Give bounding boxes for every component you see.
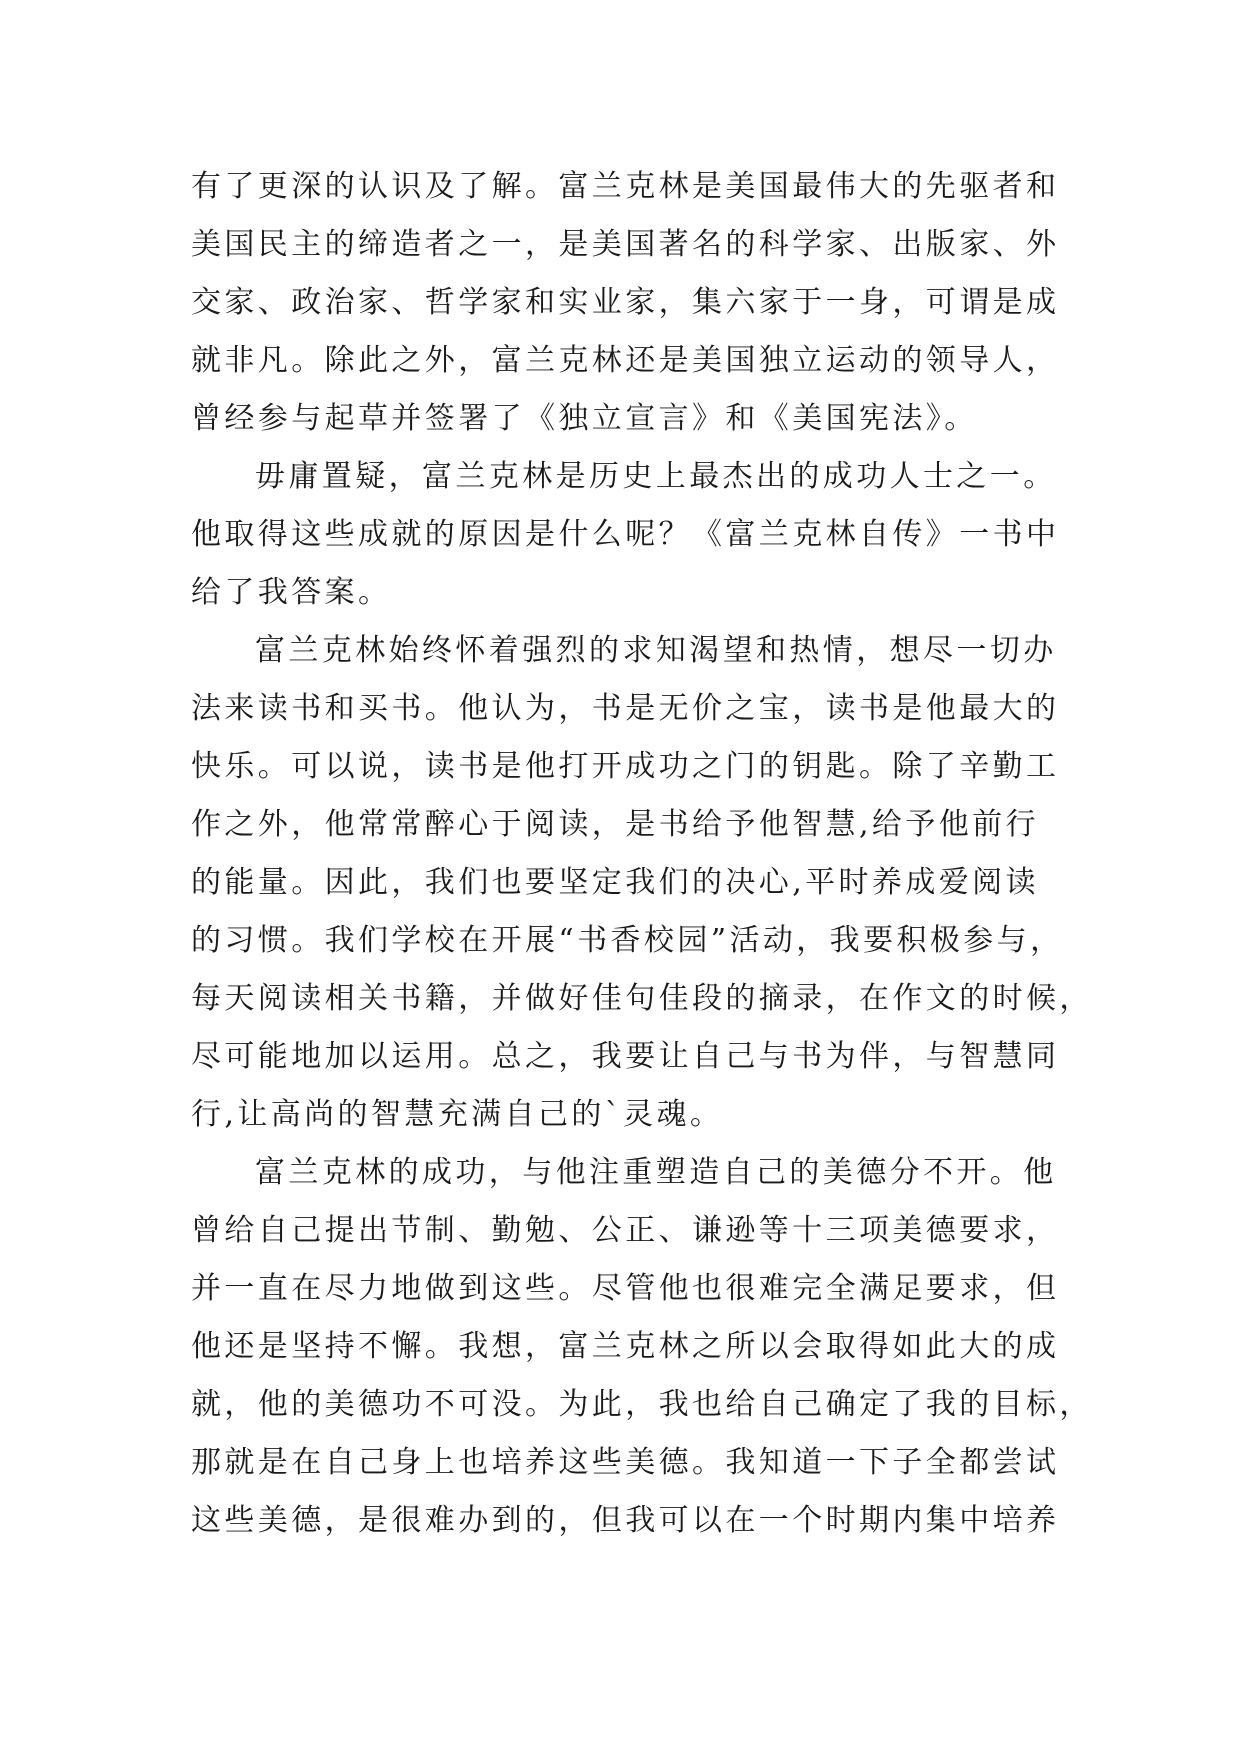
text-line: 他还是坚持不懈。我想，富兰克林之所以会取得如此大的成 bbox=[191, 1329, 1060, 1364]
text-line: 每天阅读相关书籍，并做好佳句佳段的摘录，在作文的时候， bbox=[191, 981, 1093, 1016]
text-line: 的习惯。我们学校在开展“书香校园”活动，我要积极参与， bbox=[191, 923, 1064, 958]
text-line: 快乐。可以说，读书是他打开成功之门的钥匙。除了辛勤工 bbox=[191, 749, 1060, 784]
text-line: 有了更深的认识及了解。富兰克林是美国最伟大的先驱者和 bbox=[191, 169, 1060, 204]
text-line: 并一直在尽力地做到这些。尽管他也很难完全满足要求，但 bbox=[191, 1271, 1060, 1306]
text-line: 美国民主的缔造者之一，是美国著名的科学家、出版家、外 bbox=[191, 227, 1060, 262]
text-line: 的能量。因此，我们也要坚定我们的决心,平时养成爱阅读 bbox=[191, 865, 1039, 900]
text-line: 法来读书和买书。他认为，书是无价之宝，读书是他最大的 bbox=[191, 691, 1060, 726]
text-line: 这些美德，是很难办到的，但我可以在一个时期内集中培养 bbox=[191, 1503, 1060, 1538]
text-line: 就，他的美德功不可没。为此，我也给自己确定了我的目标， bbox=[191, 1387, 1093, 1422]
text-line: 曾给自己提出节制、勤勉、公正、谦逊等十三项美德要求， bbox=[191, 1213, 1060, 1248]
text-line: 那就是在自己身上也培养这些美德。我知道一下子全都尝试 bbox=[191, 1445, 1060, 1480]
text-line: 给了我答案。 bbox=[191, 575, 392, 610]
text-line: 交家、政治家、哲学家和实业家，集六家于一身，可谓是成 bbox=[191, 285, 1060, 320]
text-line: 他取得这些成就的原因是什么呢？《富兰克林自传》一书中 bbox=[191, 517, 1060, 552]
body-text bbox=[191, 158, 1093, 1550]
text-line: 尽可能地加以运用。总之，我要让自己与书为伴，与智慧同 bbox=[191, 1039, 1060, 1074]
text-line: 作之外，他常常醉心于阅读，是书给予他智慧,给予他前行 bbox=[191, 807, 1039, 842]
text-line: 曾经参与起草并签署了《独立宣言》和《美国宪法》。 bbox=[191, 401, 978, 436]
text-line: 行,让高尚的智慧充满自己的`灵魂。 bbox=[191, 1097, 724, 1132]
text-line: 就非凡。除此之外，富兰克林还是美国独立运动的领导人， bbox=[191, 343, 1060, 378]
paragraph-first-line: 富兰克林始终怀着强烈的求知渴望和热情，想尽一切办 bbox=[255, 633, 1057, 668]
paragraph-first-line: 毋庸置疑，富兰克林是历史上最杰出的成功人士之一。 bbox=[255, 459, 1057, 494]
paragraph-first-line: 富兰克林的成功，与他注重塑造自己的美德分不开。他 bbox=[255, 1155, 1057, 1190]
